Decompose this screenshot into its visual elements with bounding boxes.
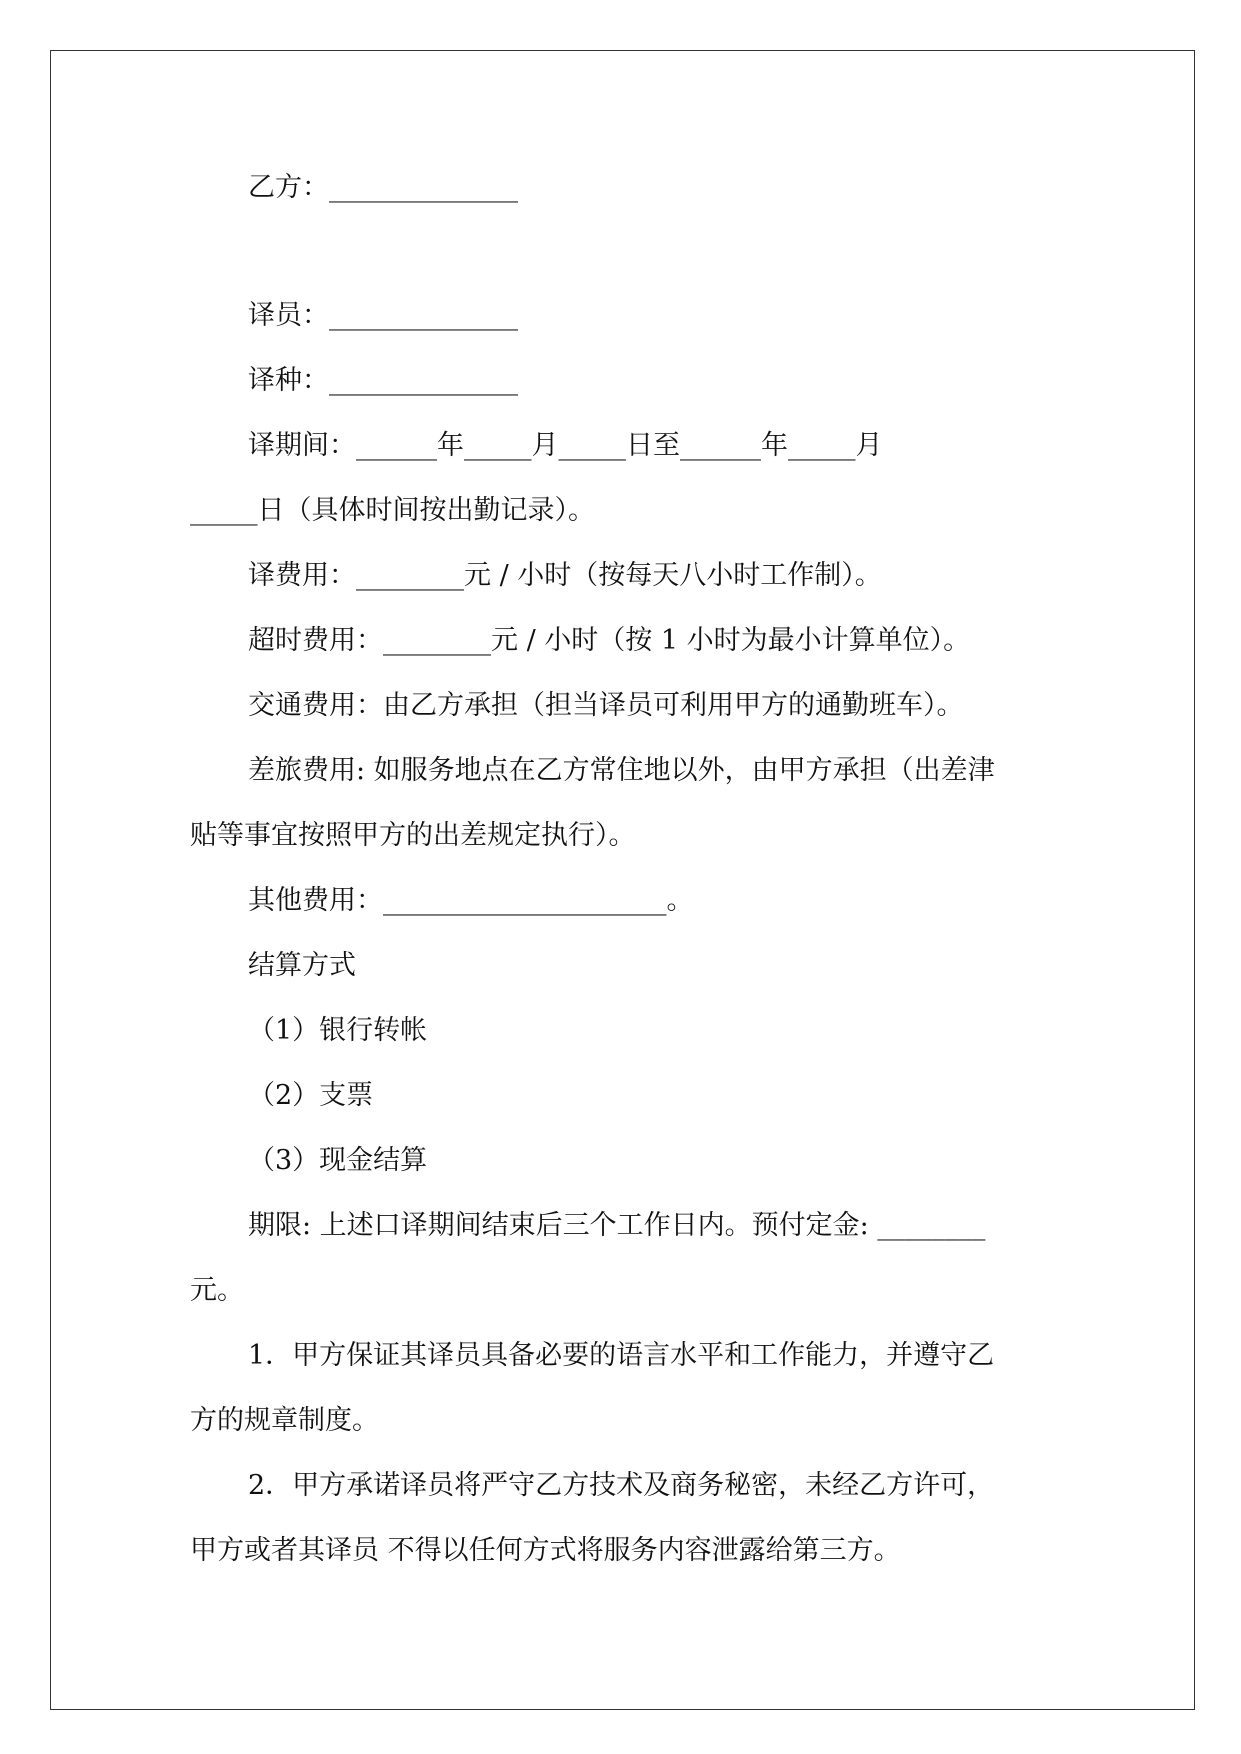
overtime-fee-line: 超时费用：________元 / 小时（按 1 小时为最小计算单位）。 (248, 625, 971, 656)
language-line: 译种：______________ (248, 365, 518, 396)
other-fee-line: 其他费用：_____________________。 (248, 885, 694, 916)
period-line: 译期间：______年_____月_____日至______年_____月 (248, 430, 883, 461)
clause-2: 2．甲方承诺译员将严守乙方技术及商务秘密，未经乙方许可， (248, 1470, 995, 1501)
deadline-line-continued: 元。 (190, 1275, 244, 1306)
travel-fee-line: 差旅费用: 如服务地点在乙方常住地以外，由甲方承担（出差津 (248, 755, 995, 786)
deadline-line: 期限: 上述口译期间结束后三个工作日内。预付定金: ________ (248, 1210, 986, 1241)
settlement-heading: 结算方式 (248, 950, 356, 981)
party-b-line: 乙方：______________ (248, 172, 518, 203)
clause-2-continued: 甲方或者其译员 不得以任何方式将服务内容泄露给第三方。 (190, 1535, 901, 1566)
document-body (190, 155, 1055, 1583)
clause-1: 1．甲方保证其译员具备必要的语言水平和工作能力，并遵守乙 (248, 1340, 995, 1371)
period-line-continued: _____日（具体时间按出勤记录）。 (190, 495, 595, 526)
travel-fee-line-continued: 贴等事宜按照甲方的出差规定执行）。 (190, 820, 636, 851)
settlement-option-cash: （3）现金结算 (248, 1145, 428, 1176)
blank-gap (190, 220, 1055, 283)
fee-line: 译费用：________元 / 小时（按每天八小时工作制）。 (248, 560, 882, 591)
settlement-option-cheque: （2）支票 (248, 1080, 374, 1111)
translator-line: 译员：______________ (248, 300, 518, 331)
transport-fee-line: 交通费用：由乙方承担（担当译员可利用甲方的通勤班车）。 (248, 690, 964, 721)
clause-1-continued: 方的规章制度。 (190, 1405, 379, 1436)
settlement-option-bank: （1）银行转帐 (248, 1015, 428, 1046)
